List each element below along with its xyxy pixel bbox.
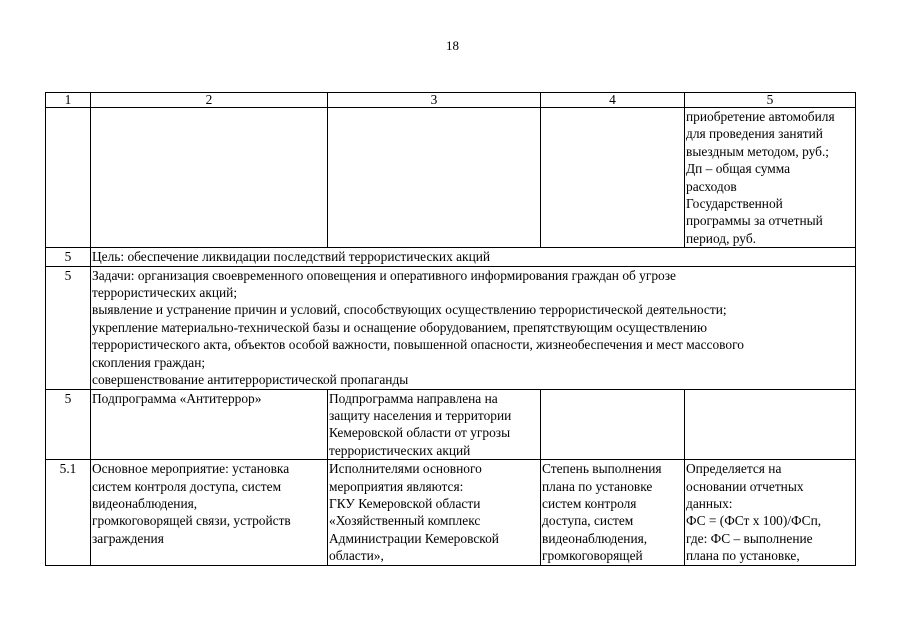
table-row-continuation (46, 108, 856, 248)
text-line: Подпрограмма направлена на (329, 390, 498, 406)
text-line: совершенствование антитеррористической пропаганды (92, 372, 409, 388)
text-line: области», (329, 548, 384, 564)
text-line: видеонаблюдения, (542, 530, 648, 546)
text-line: видеонаблюдения, (92, 495, 198, 511)
text-line: террористических акций; (92, 285, 238, 301)
text-line: систем контроля (542, 495, 637, 511)
text-line: террористического акта, объектов особой важности, повышенной опасности, жизнеобеспечения и мест массового (92, 337, 744, 353)
text-line: основании отчетных (686, 478, 804, 494)
text-line: Кемеровской области от угрозы (329, 425, 511, 441)
text-line: Определяется на (686, 461, 782, 477)
measure-name (91, 460, 328, 565)
text-line: для проведения занятий (686, 126, 823, 142)
continuation-cell-4 (541, 108, 685, 248)
text-line: «Хозяйственный комплекс (329, 513, 481, 529)
text-line: защиту населения и территории (329, 407, 512, 423)
continuation-cell-5 (685, 108, 856, 248)
text-line: расходов (686, 178, 737, 194)
column-number-3: 3 (328, 93, 541, 108)
text-line: укрепление материально-технической базы и оснащение оборудованием, препятствующим осуществлению (92, 319, 707, 335)
text-line: ФС = (ФСт х 100)/ФСп, (686, 513, 822, 529)
text-line: мероприятия являются: (329, 478, 464, 494)
text-line: выявление и устранение причин и условий, способствующих осуществлению террористической деятельности; (92, 302, 727, 318)
text-line: Дп – общая сумма (686, 161, 791, 177)
measure-indicator (541, 460, 685, 565)
text-line: Государственной (686, 196, 783, 212)
program-table (45, 92, 856, 566)
text-line: данных: (686, 495, 733, 511)
text-line: Исполнителями основного (329, 461, 482, 477)
table-row-goal (46, 248, 856, 266)
text-line: плана по установке, (686, 548, 800, 564)
row-number: 5.1 (46, 460, 91, 565)
text-line: плана по установке (542, 478, 653, 494)
text-line: Основное мероприятие: установка (92, 461, 290, 477)
text-line: террористических акций (329, 442, 471, 458)
subprogram-name: Подпрограмма «Антитеррор» (91, 389, 328, 460)
text-line: приобретение автомобиля (686, 109, 835, 124)
text-line: Задачи: организация своевременного оповещения и оперативного информирования граждан об угрозе (92, 267, 676, 283)
column-number-1: 1 (46, 93, 91, 108)
column-number-4: 4 (541, 93, 685, 108)
row-number: 5 (46, 248, 91, 266)
text-line: программы за отчетный (686, 213, 823, 229)
text-line: ГКУ Кемеровской области (329, 495, 481, 511)
subprogram-indicator-empty (541, 389, 685, 460)
text-line: доступа, систем (542, 513, 634, 529)
row-number: 5 (46, 266, 91, 389)
continuation-cell-3 (328, 108, 541, 248)
page-number: 18 (446, 38, 459, 53)
column-number-5: 5 (685, 93, 856, 108)
table-header-row (46, 93, 856, 108)
text-line: Степень выполнения (542, 461, 662, 477)
measure-executors (328, 460, 541, 565)
table-row-measure (46, 460, 856, 565)
subprogram-description (328, 389, 541, 460)
text-line: где: ФС – выполнение (686, 530, 813, 546)
row-number: 5 (46, 389, 91, 460)
table-row-subprogram (46, 389, 856, 460)
continuation-cell-2 (91, 108, 328, 248)
text-line: заграждения (92, 530, 164, 546)
goal-text: Цель: обеспечение ликвидации последствий террористических акций (91, 248, 856, 266)
table-row-tasks (46, 266, 856, 389)
text-line: систем контроля доступа, систем (92, 478, 282, 494)
text-line: выездным методом, руб.; (686, 143, 830, 159)
column-number-2: 2 (91, 93, 328, 108)
continuation-cell-1 (46, 108, 91, 248)
text-line: громкоговорящей (542, 548, 643, 564)
text-line: Администрации Кемеровской (329, 530, 499, 546)
text-line: период, руб. (686, 230, 756, 246)
text-line: громкоговорящей связи, устройств (92, 513, 291, 529)
text-line: скопления граждан; (92, 354, 206, 370)
measure-method (685, 460, 856, 565)
tasks-text (91, 266, 856, 389)
subprogram-method-empty (685, 389, 856, 460)
